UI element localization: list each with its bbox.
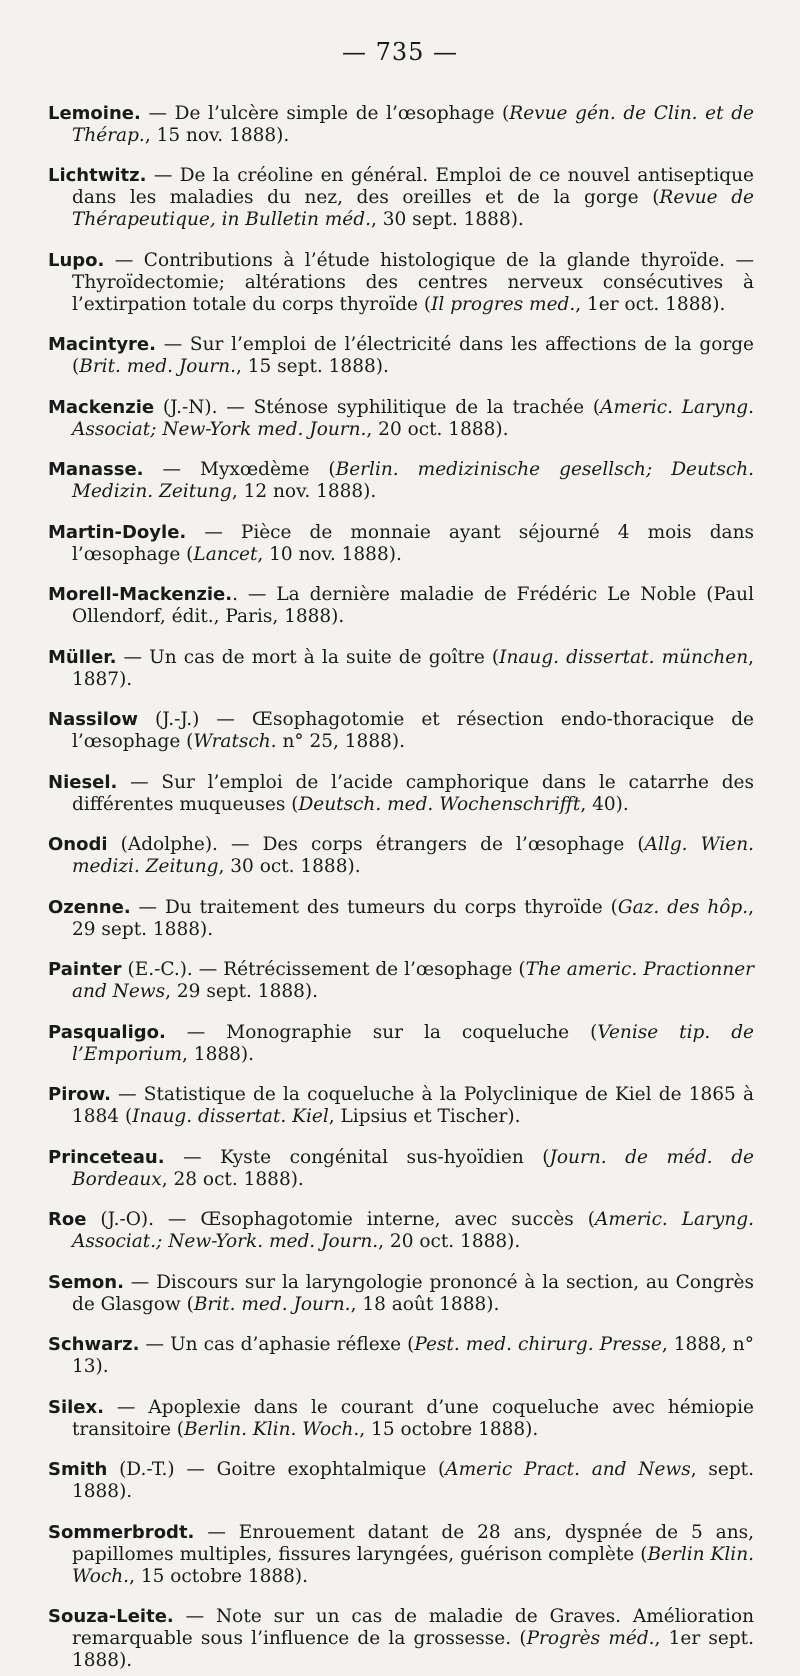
entry-source: Deutsch. med. Wochenschrifft — [298, 793, 581, 815]
bibliography-entry — [48, 1606, 754, 1672]
bibliography-entry — [48, 1397, 754, 1441]
entry-details: , Lipsius et Tischer). — [328, 1106, 521, 1127]
page-number: — 735 — — [341, 38, 459, 66]
entry-author: Sommerbrodt. — [48, 1521, 195, 1543]
entry-author: Niesel. — [48, 771, 118, 793]
entry-title: — Sur l’emploi de l’acide camphorique dans le catarrhe des différentes muqueuses ( — [72, 771, 754, 815]
bibliography-entry — [48, 584, 754, 628]
bibliography-entry — [48, 647, 754, 691]
entry-title: — Contributions à l’étude histologique de la glande thyroïde. — Thyroïdectomie; altérations des centres nerveux consécutives à l’extirpation totale du corps thyroïde ( — [72, 249, 754, 315]
entry-title: (Adolphe). — Des corps étrangers de l’œsophage ( — [107, 834, 645, 855]
entry-details: , 30 sept. 1888). — [370, 209, 524, 230]
bibliography-entry — [48, 1272, 754, 1316]
entry-author: Smith — [48, 1459, 108, 1480]
entry-source: Revue de Thérapeutique, in Bulletin méd. — [72, 187, 754, 230]
bibliography-entry — [48, 959, 754, 1003]
entry-title: — Monographie sur la coqueluche ( — [165, 1021, 598, 1043]
entry-author: Souza-Leite. — [48, 1606, 174, 1627]
entry-source: Brit. med. Journ. — [79, 356, 236, 377]
entry-details: , 30 oct. 1888). — [218, 856, 361, 877]
entry-title: — Du traitement des tumeurs du corps thyroïde ( — [130, 896, 618, 918]
entry-author: Mackenzie — [48, 396, 155, 418]
bibliography-entry — [48, 897, 754, 941]
entry-details: , 10 nov. 1888). — [257, 543, 402, 565]
entry-details: , 20 oct. 1888). — [366, 418, 509, 440]
bibliography-entry — [48, 772, 754, 816]
bibliography-entry — [48, 834, 754, 878]
entry-author: Morell-Mackenzie. — [48, 584, 233, 605]
entry-author: Ozenne. — [48, 896, 131, 918]
entry-source: The americ. Practionner and News — [72, 959, 755, 1002]
entry-author: Princeteau. — [48, 1146, 165, 1168]
entry-title: — Apoplexie dans le courant d’une coqueluche avec hémiopie transitoire ( — [72, 1396, 754, 1440]
entry-source: Pest. med. chirurg. Presse — [414, 1334, 662, 1355]
entry-source: Inaug. dissertat. münchen — [499, 646, 749, 668]
entry-title: — Kyste congénital sus-hyoïdien ( — [164, 1146, 550, 1168]
entry-details: , 40). — [580, 793, 629, 815]
entry-title: — Un cas de mort à la suite de goître ( — [116, 646, 500, 668]
entry-details: , 20 oct. 1888). — [378, 1231, 521, 1252]
bibliography-entry — [48, 1459, 754, 1503]
entry-details: , 28 oct. 1888). — [161, 1168, 304, 1190]
bibliography-entry — [48, 709, 754, 753]
entry-author: Roe — [48, 1209, 87, 1230]
entry-details: n° 25, 1888). — [276, 731, 405, 752]
entry-author: Lupo. — [48, 249, 105, 271]
entry-title: . — La dernière maladie de Frédéric Le Noble (Paul Ollendorf, édit., Paris, 1888). — [72, 584, 754, 627]
entry-author: Martin-Doyle. — [48, 521, 187, 543]
entry-details: , 29 sept. 1888). — [72, 896, 754, 940]
bibliography-entry — [48, 1334, 754, 1378]
bibliography-entry — [48, 334, 754, 378]
entry-source: Venise tip. de l’Emporium — [72, 1021, 754, 1065]
entry-source: Americ Pract. and News — [445, 1459, 691, 1480]
entry-source: Wratsch. — [193, 731, 277, 752]
entry-author: Lichtwitz. — [48, 165, 147, 186]
entry-details: , 15 sept. 1888). — [235, 356, 389, 377]
entry-details: , 1887). — [72, 646, 754, 690]
bibliography-entry — [48, 165, 754, 231]
entry-author: Pasqualigo. — [48, 1021, 166, 1043]
bibliography-entry — [48, 103, 754, 147]
entry-source: Berlin. Klin. Woch. — [184, 1418, 360, 1440]
entry-details: , 1er oct. 1888). — [575, 293, 726, 315]
entry-source: Berlin. medizinische gesellsch; Deutsch. Medizin. Zeitung — [72, 459, 754, 502]
entry-source: Americ. Laryng. Associat; New-York med. Journ. — [72, 396, 755, 440]
entry-details: , 1888, n° 13). — [72, 1334, 754, 1377]
entry-author: Pirow. — [48, 1084, 111, 1105]
entry-details: , 15 octobre 1888). — [129, 1565, 309, 1587]
entry-details: , 1888). — [182, 1043, 254, 1065]
entry-author: Macintyre. — [48, 334, 156, 355]
bibliography-entry — [48, 1522, 754, 1588]
entry-details: , 1er sept. 1888). — [72, 1628, 754, 1671]
entry-source: Brit. med. Journ. — [193, 1293, 351, 1315]
entry-source: Journ. de méd. de Bordeaux — [72, 1146, 754, 1190]
entry-source: Allg. Wien. medizi. Zeitung — [72, 834, 754, 877]
entry-author: Müller. — [48, 646, 117, 668]
bibliography-entry — [48, 459, 754, 503]
entry-title: — Discours sur la laryngologie prononcé à la section, au Congrès de Glasgow ( — [72, 1271, 754, 1315]
bibliography-entry — [48, 1022, 754, 1066]
entry-title: — Note sur un cas de maladie de Graves. Amélioration remarquable sous l’influence de la grossesse. ( — [72, 1606, 754, 1649]
entry-title: (D.-T.) — Goitre exophtalmique ( — [107, 1459, 446, 1480]
entry-source: Inaug. dissertat. Kiel — [132, 1106, 329, 1127]
entry-author: Lemoine. — [48, 102, 141, 124]
entry-source: Americ. Laryng. Associat.; New-York. med. Journ. — [72, 1209, 754, 1252]
entry-source: Revue gén. de Clin. et de Thérap. — [72, 102, 754, 146]
bibliography-entry — [48, 250, 754, 316]
entry-source: Berlin Klin. Woch. — [72, 1543, 755, 1587]
entry-author: Silex. — [48, 1396, 104, 1418]
bibliography-entry — [48, 1084, 754, 1128]
entry-author: Nassilow — [48, 709, 138, 730]
entry-title: — De la créoline en général. Emploi de ce nouvel antiseptique dans les maladies du nez, des oreilles et de la gorge ( — [72, 165, 754, 208]
bibliography-entry — [48, 397, 754, 441]
entry-author: Schwarz. — [48, 1334, 140, 1355]
entry-source: Il progres med. — [431, 293, 576, 315]
entry-details: , 12 nov. 1888). — [231, 481, 377, 502]
entry-source: Lancet — [193, 543, 258, 565]
bibliography-list — [48, 84, 754, 1676]
entry-title: (J.-N). — Sténose syphilitique de la trachée ( — [154, 396, 601, 418]
entry-title: (E.-C.). — Rétrécissement de l’œsophage ( — [121, 959, 526, 980]
bibliography-entry — [48, 1147, 754, 1191]
entry-author: Manasse. — [48, 459, 144, 480]
entry-source: Progrès méd. — [526, 1628, 655, 1649]
entry-title: — Myxœdème ( — [143, 459, 336, 480]
entry-title: — Statistique de la coqueluche à la Polyclinique de Kiel de 1865 à 1884 ( — [72, 1084, 754, 1127]
entry-details: , sept. 1888). — [72, 1459, 754, 1502]
entry-source: Gaz. des hôp. — [617, 896, 749, 918]
entry-details: , 15 nov. 1888). — [144, 124, 290, 146]
entry-title: — Un cas d’aphasie réflexe ( — [139, 1334, 415, 1355]
entry-title: — Enrouement datant de 28 ans, dyspnée de 5 ans, papillomes multiples, fissures laryngées, guérison complète ( — [72, 1521, 754, 1565]
bibliography-entry — [48, 522, 754, 566]
entry-details: , 15 octobre 1888). — [359, 1418, 539, 1440]
entry-title: (J.-O). — Œsophagotomie interne, avec succès ( — [86, 1209, 595, 1230]
entry-author: Onodi — [48, 834, 108, 855]
entry-title: — De l’ulcère simple de l’œsophage ( — [140, 102, 510, 124]
entry-title: (J.-J.) — Œsophagotomie et résection endo-thoracique de l’œsophage ( — [72, 709, 754, 752]
entry-title: — Sur l’emploi de l’électricité dans les affections de la gorge ( — [72, 334, 754, 377]
entry-details: , 18 août 1888). — [350, 1293, 500, 1315]
entry-author: Painter — [48, 959, 122, 980]
entry-title: — Pièce de monnaie ayant séjourné 4 mois dans l’œsophage ( — [72, 521, 754, 565]
bibliography-entry — [48, 1209, 754, 1253]
entry-author: Semon. — [48, 1271, 124, 1293]
entry-details: , 29 sept. 1888). — [165, 981, 318, 1002]
